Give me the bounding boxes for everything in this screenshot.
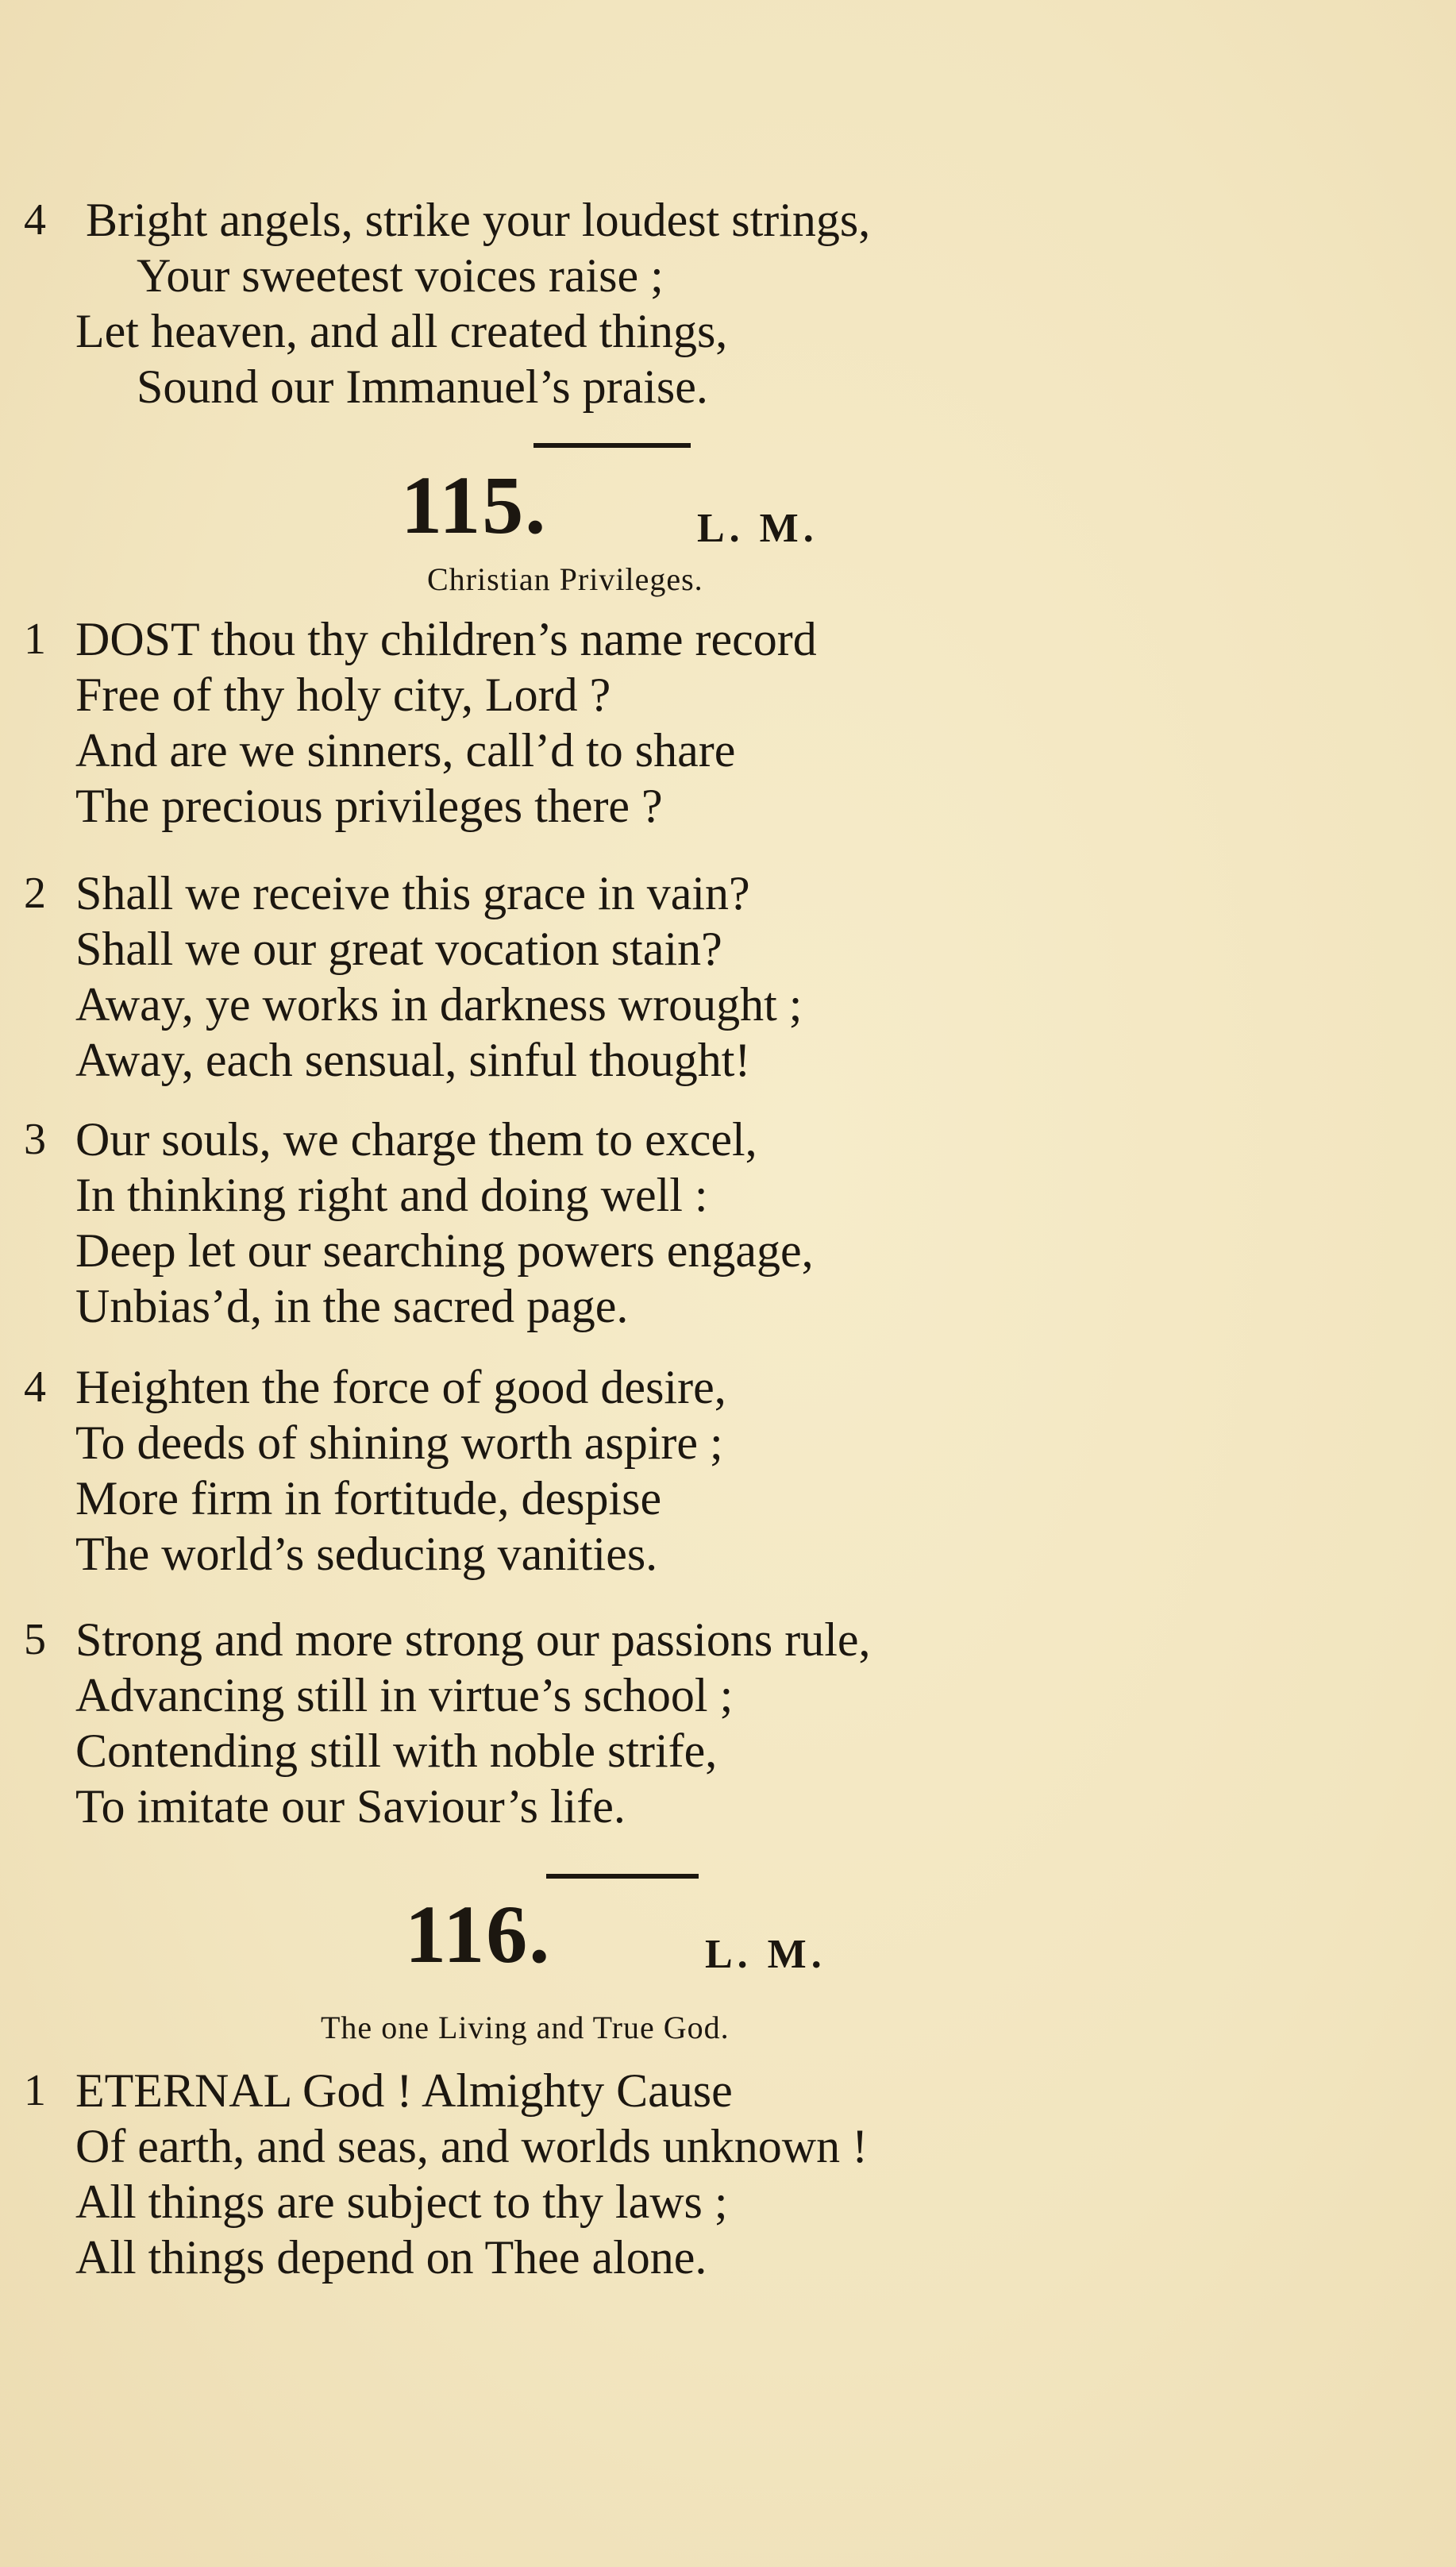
verse-line: ETERNAL God ! Almighty Cause bbox=[75, 2064, 733, 2117]
hymn-number: 116. bbox=[405, 1889, 552, 1980]
verse-line: Advancing still in virtue’s school ; bbox=[75, 1669, 734, 1721]
verse-line: Shall we our great vocation stain? bbox=[75, 923, 722, 975]
stanza-number: 4 bbox=[24, 195, 46, 245]
divider-rule bbox=[546, 1874, 699, 1879]
verse-line: Away, ye works in darkness wrought ; bbox=[75, 978, 803, 1031]
verse-line: Heighten the force of good desire, bbox=[75, 1361, 726, 1413]
verse-line: All things are subject to thy laws ; bbox=[75, 2176, 728, 2228]
verse-line: Let heaven, and all created things, bbox=[75, 305, 728, 357]
verse-line: Strong and more strong our passions rule, bbox=[75, 1613, 871, 1666]
hymn-meter: L. M. bbox=[697, 506, 819, 551]
hymn-number: 115. bbox=[401, 460, 548, 551]
verse-line: Away, each sensual, sinful thought! bbox=[75, 1034, 751, 1086]
verse-line: Our souls, we charge them to excel, bbox=[75, 1113, 757, 1166]
verse-line: To deeds of shining worth aspire ; bbox=[75, 1416, 723, 1469]
verse-line: Deep let our searching powers engage, bbox=[75, 1224, 814, 1277]
verse-line: Free of thy holy city, Lord ? bbox=[75, 669, 611, 721]
verse-line: Shall we receive this grace in vain? bbox=[75, 867, 750, 919]
verse-line: Sound our Immanuel’s praise. bbox=[137, 360, 708, 413]
hymn-meter: L. M. bbox=[705, 1932, 826, 1977]
verse-line: Bright angels, strike your loudest strings, bbox=[86, 194, 871, 246]
verse-line: The world’s seducing vanities. bbox=[75, 1528, 658, 1580]
verse-line: The precious privileges there ? bbox=[75, 780, 663, 832]
verse-line: Contending still with noble strife, bbox=[75, 1725, 718, 1777]
divider-rule bbox=[533, 443, 691, 448]
stanza-number: 5 bbox=[24, 1615, 46, 1664]
hymn-title: The one Living and True God. bbox=[321, 2010, 730, 2045]
verse-line: In thinking right and doing well : bbox=[75, 1169, 708, 1221]
stanza-number: 1 bbox=[24, 2066, 46, 2115]
stanza-number: 1 bbox=[24, 615, 46, 664]
verse-line: DOST thou thy children’s name record bbox=[75, 613, 817, 665]
stanza-number: 4 bbox=[24, 1363, 46, 1412]
verse-line: And are we sinners, call’d to share bbox=[75, 724, 736, 777]
verse-line: More firm in fortitude, despise bbox=[75, 1472, 662, 1524]
verse-line: All things depend on Thee alone. bbox=[75, 2231, 707, 2284]
stanza-number: 3 bbox=[24, 1115, 46, 1164]
verse-line: Of earth, and seas, and worlds unknown ! bbox=[75, 2120, 869, 2172]
hymn-title: Christian Privileges. bbox=[427, 561, 703, 597]
stanza-number: 2 bbox=[24, 869, 46, 918]
verse-line: To imitate our Saviour’s life. bbox=[75, 1780, 626, 1833]
verse-line: Your sweetest voices raise ; bbox=[137, 249, 664, 302]
verse-line: Unbias’d, in the sacred page. bbox=[75, 1280, 629, 1332]
